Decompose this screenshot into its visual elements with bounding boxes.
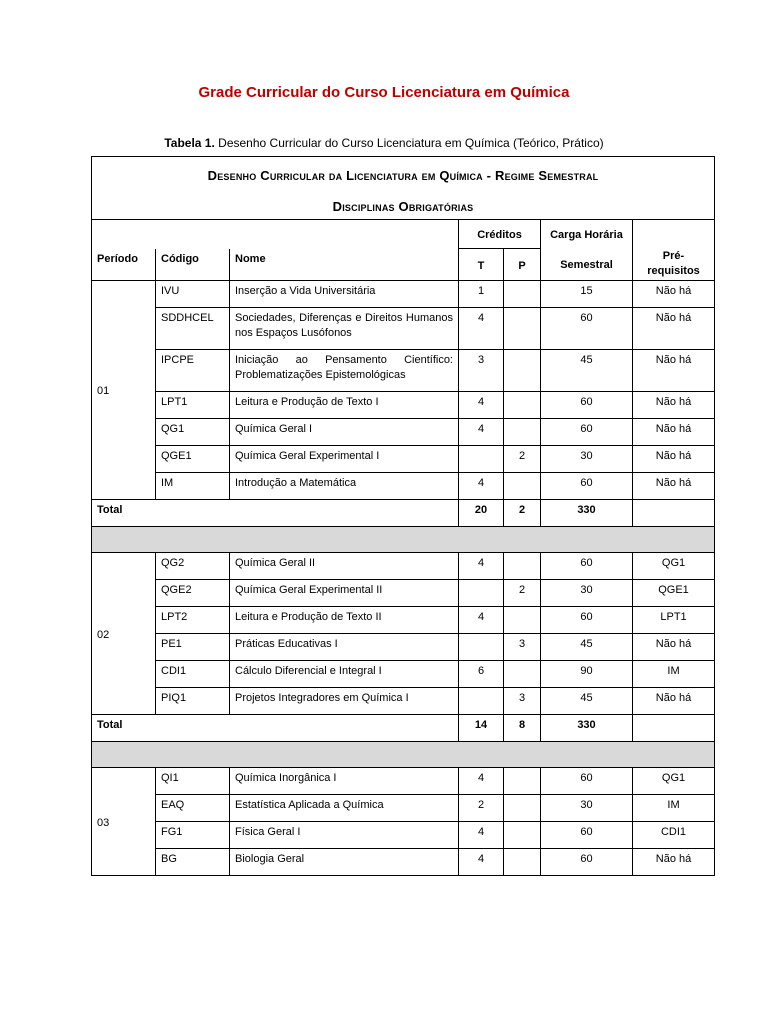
creditos-header: Créditos [459, 220, 541, 249]
carga-horaria: 45 [541, 634, 633, 661]
carga-horaria: 60 [541, 419, 633, 446]
total-p: 8 [504, 715, 541, 742]
course-name: Química Geral I [230, 419, 459, 446]
course-code: QI1 [156, 768, 230, 795]
credit-t: 2 [459, 795, 504, 822]
carga-horaria: 60 [541, 607, 633, 634]
carga-horaria: 60 [541, 392, 633, 419]
table-row [92, 795, 715, 822]
credit-t: 4 [459, 473, 504, 500]
carga-horaria: 30 [541, 795, 633, 822]
nome-header: Nome [230, 249, 459, 281]
pre-requisito: Não há [633, 849, 715, 876]
course-code: PIQ1 [156, 688, 230, 715]
curriculum-table [91, 156, 715, 876]
course-code: QGE2 [156, 580, 230, 607]
period-label: 03 [92, 768, 156, 876]
credit-p: 2 [504, 446, 541, 473]
credit-p: 2 [504, 580, 541, 607]
table-row [92, 553, 715, 580]
course-name: Introdução a Matemática [230, 473, 459, 500]
credit-t: 3 [459, 350, 504, 392]
table-row [92, 661, 715, 688]
separator-row [92, 742, 715, 768]
table-row [92, 446, 715, 473]
credit-t: 6 [459, 661, 504, 688]
course-name: Estatística Aplicada a Química [230, 795, 459, 822]
credit-p [504, 350, 541, 392]
course-name: Práticas Educativas I [230, 634, 459, 661]
table-row [92, 308, 715, 350]
course-name: Leitura e Produção de Texto II [230, 607, 459, 634]
course-name: Projetos Integradores em Química I [230, 688, 459, 715]
course-name: Física Geral I [230, 822, 459, 849]
credit-p [504, 661, 541, 688]
table-row [92, 580, 715, 607]
periodo-header: Período [92, 249, 156, 281]
carga-horaria: 60 [541, 849, 633, 876]
course-code: BG [156, 849, 230, 876]
course-code: QG2 [156, 553, 230, 580]
credit-t: 4 [459, 607, 504, 634]
course-code: IPCPE [156, 350, 230, 392]
pre-requisito: IM [633, 661, 715, 688]
course-code: CDI1 [156, 661, 230, 688]
pre-requisito: LPT1 [633, 607, 715, 634]
credit-p: 3 [504, 634, 541, 661]
table-row [92, 688, 715, 715]
credit-t: 4 [459, 849, 504, 876]
pre-requisito: QG1 [633, 553, 715, 580]
credit-p [504, 607, 541, 634]
course-name: Inserção a Vida Universitária [230, 281, 459, 308]
course-name: Sociedades, Diferenças e Direitos Humanos nos Espaços Lusófonos [230, 308, 459, 350]
course-name: Química Geral II [230, 553, 459, 580]
table-row [92, 607, 715, 634]
course-code: IM [156, 473, 230, 500]
credit-p [504, 281, 541, 308]
pre-requisito: Não há [633, 688, 715, 715]
period-label: 02 [92, 553, 156, 715]
course-name: Química Geral Experimental II [230, 580, 459, 607]
course-code: SDDHCEL [156, 308, 230, 350]
credit-p [504, 308, 541, 350]
carga-horaria: 60 [541, 308, 633, 350]
table-row [92, 768, 715, 795]
table-row [92, 473, 715, 500]
pre-requisito: Não há [633, 419, 715, 446]
total-label: Total [92, 715, 459, 742]
course-code: EAQ [156, 795, 230, 822]
course-code: LPT2 [156, 607, 230, 634]
table-caption [0, 136, 768, 150]
carga-header: Carga Horária [541, 220, 633, 249]
pre-requisito: Não há [633, 281, 715, 308]
pre-requisito: QGE1 [633, 580, 715, 607]
table-row [92, 419, 715, 446]
pre-requisitos-header: Pré-requisitos [633, 249, 715, 281]
total-t: 20 [459, 500, 504, 527]
credit-t: 4 [459, 553, 504, 580]
total-row [92, 715, 715, 742]
total-row [92, 500, 715, 527]
semestral-header: Semestral [541, 249, 633, 281]
total-p: 2 [504, 500, 541, 527]
credit-p [504, 795, 541, 822]
table-row [92, 392, 715, 419]
credit-t: 4 [459, 392, 504, 419]
caption-label: Tabela 1. [164, 136, 215, 150]
pre-requisito: Não há [633, 392, 715, 419]
pre-requisito: IM [633, 795, 715, 822]
table-row [92, 350, 715, 392]
course-code: FG1 [156, 822, 230, 849]
pre-requisito: Não há [633, 446, 715, 473]
total-t: 14 [459, 715, 504, 742]
course-code: QGE1 [156, 446, 230, 473]
carga-horaria: 60 [541, 768, 633, 795]
course-name: Biologia Geral [230, 849, 459, 876]
total-empty [633, 715, 715, 742]
credit-t: 4 [459, 768, 504, 795]
table-row [92, 281, 715, 308]
total-label: Total [92, 500, 459, 527]
table-row [92, 822, 715, 849]
separator-row [92, 527, 715, 553]
credit-p [504, 473, 541, 500]
course-name: Química Inorgânica I [230, 768, 459, 795]
course-code: IVU [156, 281, 230, 308]
carga-horaria: 30 [541, 446, 633, 473]
pre-requisito: Não há [633, 308, 715, 350]
course-code: LPT1 [156, 392, 230, 419]
credit-t: 4 [459, 822, 504, 849]
course-code: PE1 [156, 634, 230, 661]
course-code: QG1 [156, 419, 230, 446]
table-header-subtitle: Disciplinas Obrigatórias [92, 191, 715, 220]
credit-t [459, 634, 504, 661]
pre-requisito: Não há [633, 634, 715, 661]
table-row [92, 634, 715, 661]
credit-t [459, 446, 504, 473]
course-name: Iniciação ao Pensamento Científico: Problematizações Epistemológicas [230, 350, 459, 392]
caption-text: Desenho Curricular do Curso Licenciatura em Química (Teórico, Prático) [218, 136, 604, 150]
pre-requisito: Não há [633, 473, 715, 500]
total-ch: 330 [541, 715, 633, 742]
document-title: Grade Curricular do Curso Licenciatura em Química [198, 84, 570, 101]
carga-horaria: 60 [541, 822, 633, 849]
credit-t [459, 688, 504, 715]
course-name: Leitura e Produção de Texto I [230, 392, 459, 419]
p-header: P [504, 249, 541, 281]
course-name: Cálculo Diferencial e Integral I [230, 661, 459, 688]
carga-horaria: 15 [541, 281, 633, 308]
credit-p: 3 [504, 688, 541, 715]
period-label: 01 [92, 281, 156, 500]
credit-p [504, 419, 541, 446]
pre-requisito: QG1 [633, 768, 715, 795]
table-row [92, 849, 715, 876]
t-header: T [459, 249, 504, 281]
course-name: Química Geral Experimental I [230, 446, 459, 473]
credit-p [504, 849, 541, 876]
credit-p [504, 392, 541, 419]
credit-p [504, 822, 541, 849]
carga-horaria: 60 [541, 473, 633, 500]
carga-horaria: 45 [541, 688, 633, 715]
total-empty [633, 500, 715, 527]
codigo-header: Código [156, 249, 230, 281]
pre-requisito: CDI1 [633, 822, 715, 849]
credit-p [504, 553, 541, 580]
total-ch: 330 [541, 500, 633, 527]
carga-horaria: 45 [541, 350, 633, 392]
pre-requisito: Não há [633, 350, 715, 392]
credit-t: 4 [459, 419, 504, 446]
carga-horaria: 60 [541, 553, 633, 580]
carga-horaria: 30 [541, 580, 633, 607]
credit-t [459, 580, 504, 607]
credit-t: 4 [459, 308, 504, 350]
credit-t: 1 [459, 281, 504, 308]
credit-p [504, 768, 541, 795]
table-header-title: Desenho Curricular da Licenciatura em Química - Regime Semestral [92, 157, 715, 191]
carga-horaria: 90 [541, 661, 633, 688]
